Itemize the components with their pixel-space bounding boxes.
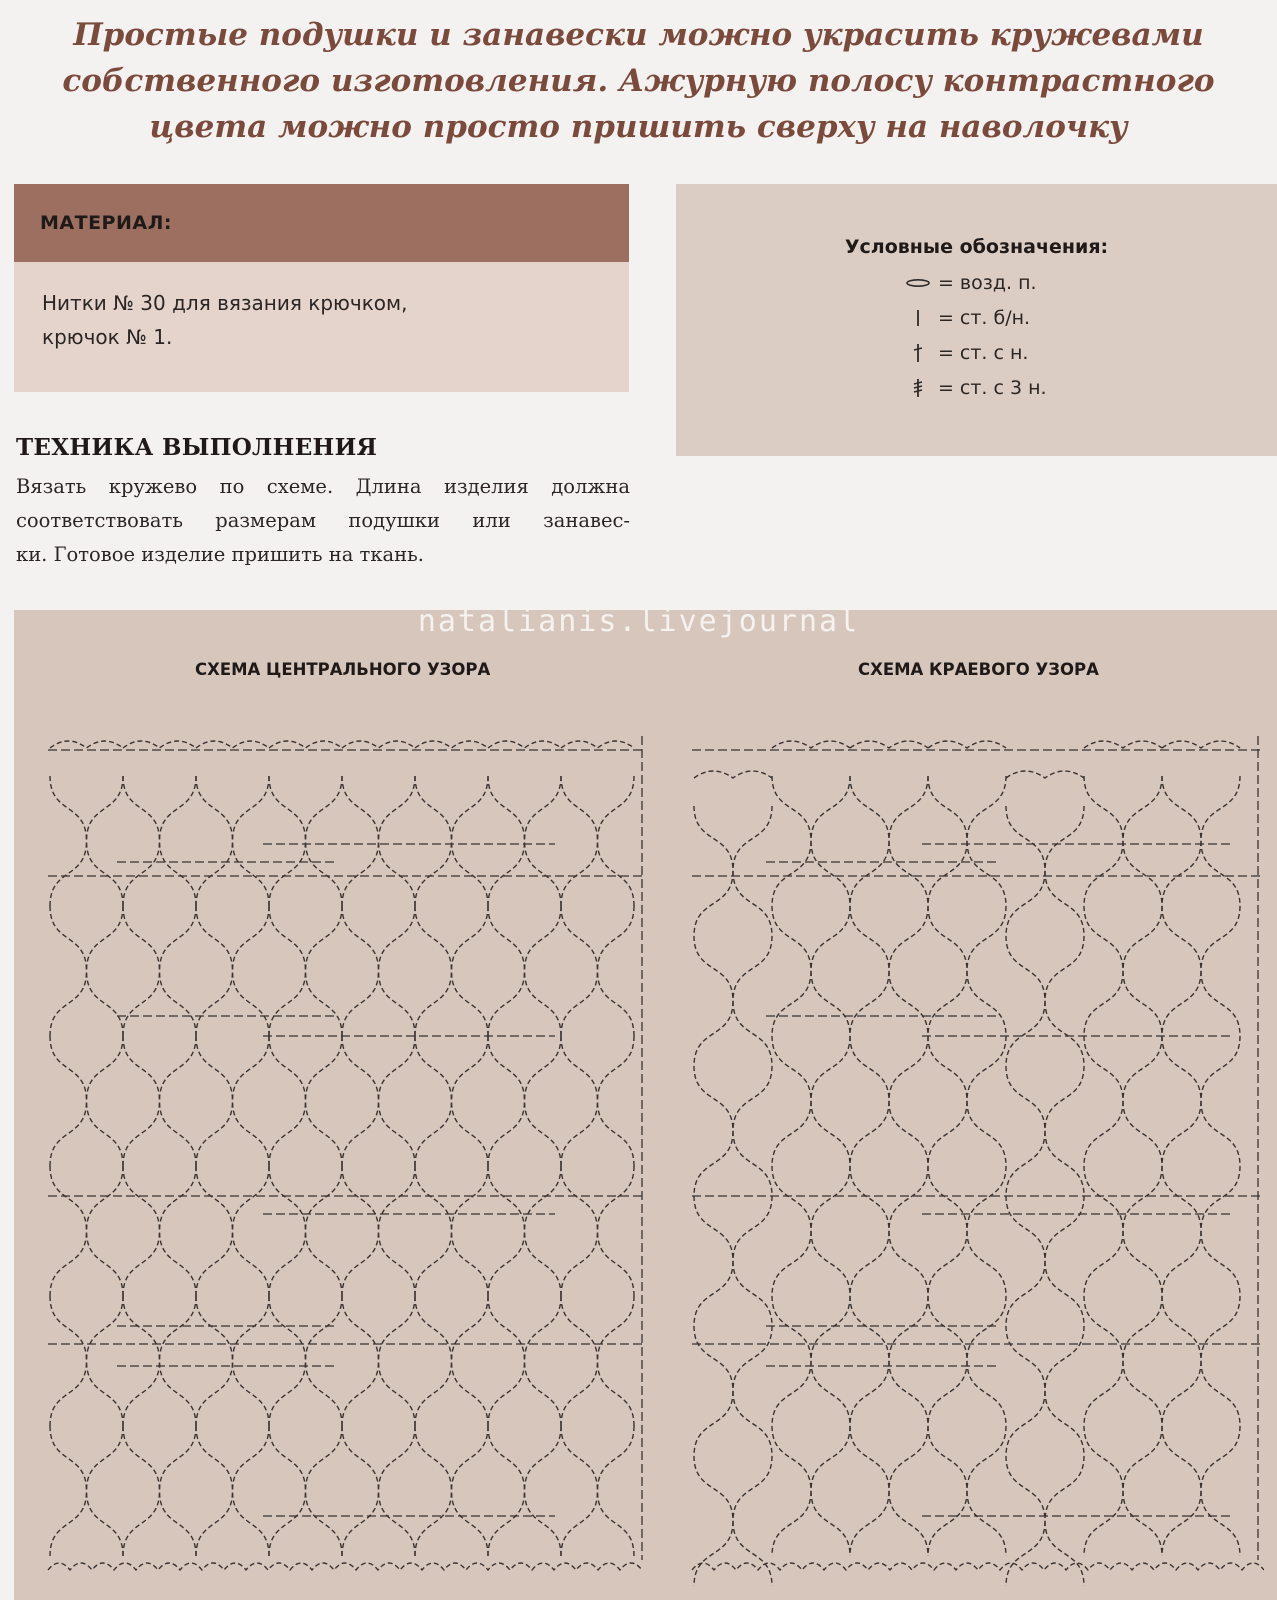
single-crochet-icon xyxy=(898,308,938,328)
edge-pattern-diagram xyxy=(688,726,1264,1590)
material-title: МАТЕРИАЛ: xyxy=(40,212,172,234)
legend-text-chain: возд. п. xyxy=(959,272,1037,294)
technique-line-2: соответствовать размерам подушки или занавес- xyxy=(16,509,630,532)
chain-stitch-icon xyxy=(898,278,938,288)
double-crochet-icon xyxy=(898,342,938,364)
headline-line-3: цвета можно просто пришить сверху на наволочку xyxy=(149,109,1128,145)
legend-text-double: ст. с н. xyxy=(959,342,1029,364)
legend-box xyxy=(676,184,1277,456)
material-line-1: Нитки № 30 для вязания крючком, xyxy=(42,291,408,315)
headline-line-1: Простые подушки и занавески можно украсить кружевами xyxy=(73,17,1204,53)
edge-chart-title: СХЕМА КРАЕВОГО УЗОРА xyxy=(858,660,1099,679)
material-box xyxy=(14,184,629,392)
watermark: natalianis.livejournal xyxy=(417,604,860,639)
legend-item-triple: = ст. с 3 н. xyxy=(898,373,1047,403)
headline-line-2: собственного изготовления. Ажурную полосу контрастного xyxy=(62,63,1215,99)
headline xyxy=(0,12,1277,150)
central-pattern-diagram xyxy=(44,726,648,1590)
legend-item-double: = ст. с н. xyxy=(898,338,1028,368)
legend-item-single: = ст. б/н. xyxy=(898,303,1030,333)
technique-line-1: Вязать кружево по схеме. Длина изделия должна xyxy=(16,475,630,498)
technique-line-3: ки. Готовое изделие пришить на ткань. xyxy=(16,543,424,566)
material-header xyxy=(14,184,629,262)
legend-text-triple: ст. с 3 н. xyxy=(959,377,1047,399)
legend-item-chain: = возд. п. xyxy=(898,268,1037,298)
technique-body xyxy=(16,470,630,572)
legend-title: Условные обозначения: xyxy=(844,236,1109,258)
material-body xyxy=(14,262,629,354)
material-line-2: крючок № 1. xyxy=(42,325,173,349)
central-chart-title: СХЕМА ЦЕНТРАЛЬНОГО УЗОРА xyxy=(195,660,491,679)
technique-title: ТЕХНИКА ВЫПОЛНЕНИЯ xyxy=(16,434,378,461)
legend-text-single: ст. б/н. xyxy=(959,307,1031,329)
triple-crochet-icon xyxy=(898,377,938,399)
